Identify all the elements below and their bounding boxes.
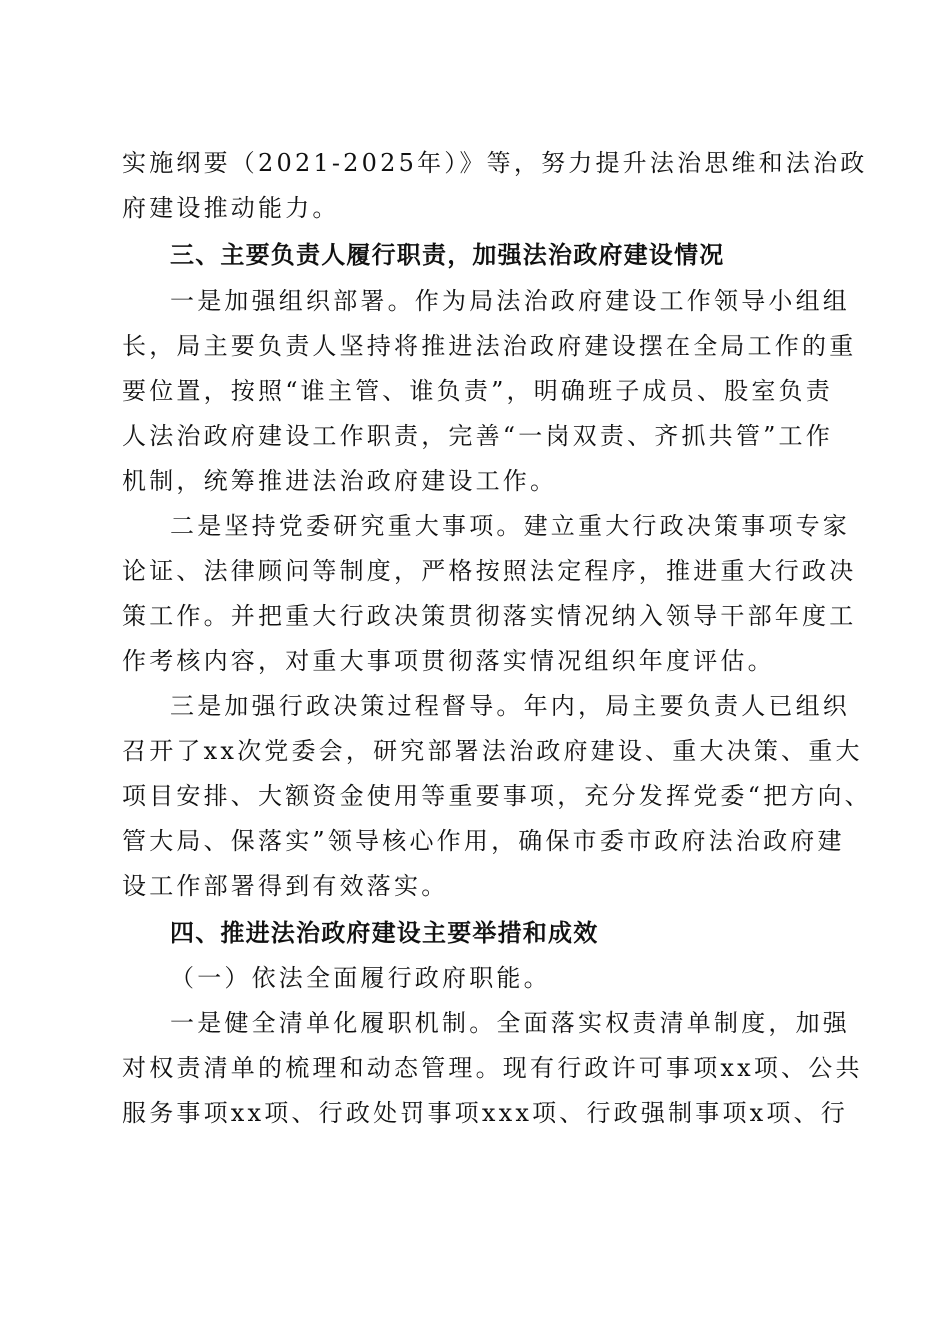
paragraph-line: 对权责清单的梳理和动态管理。现有行政许可事项xx项、公共 [122,1054,863,1082]
paragraph-line: 人法治政府建设工作职责，完善“一岗双责、齐抓共管”工作 [122,422,833,450]
paragraph-line: 一是加强组织部署。作为局法治政府建设工作领导小组组 [170,287,850,315]
paragraph-line: 管大局、保落实”领导核心作用，确保市委市政府法治政府建 [122,827,845,855]
paragraph-line: 设工作部署得到有效落实。 [122,872,449,900]
paragraph-line: 作考核内容，对重大事项贯彻落实情况组织年度评估。 [122,647,775,675]
paragraph-line: 召开了xx次党委会，研究部署法治政府建设、重大决策、重大 [122,737,863,765]
paragraph-line: 三是加强行政决策过程督导。年内，局主要负责人已组织 [170,692,850,720]
paragraph-line: 项目安排、大额资金使用等重要事项，充分发挥党委“把方向、 [122,782,872,810]
section-heading-4: 四、推进法治政府建设主要举措和成效 [170,919,599,947]
paragraph-line: 论证、法律顾问等制度，严格按照法定程序，推进重大行政决 [122,557,857,585]
paragraph-line: 一是健全清单化履职机制。全面落实权责清单制度，加强 [170,1009,850,1037]
paragraph-line: 实施纲要（2021-2025年）》等，努力提升法治思维和法治政 [122,149,868,177]
section-heading-3: 三、主要负责人履行职责，加强法治政府建设情况 [170,241,725,269]
paragraph-line: 要位置，按照“谁主管、谁负责”，明确班子成员、股室负责 [122,377,833,405]
paragraph-line: 长，局主要负责人坚持将推进法治政府建设摆在全局工作的重 [122,332,857,360]
subsection-heading: （一）依法全面履行政府职能。 [170,964,551,992]
paragraph-line: 服务事项xx项、行政处罚事项xxx项、行政强制事项x项、行 [122,1099,849,1127]
paragraph-line: 策工作。并把重大行政决策贯彻落实情况纳入领导干部年度工 [122,602,857,630]
paragraph-line: 机制，统筹推进法治政府建设工作。 [122,467,558,495]
paragraph-line: 府建设推动能力。 [122,194,340,222]
paragraph-line: 二是坚持党委研究重大事项。建立重大行政决策事项专家 [170,512,850,540]
